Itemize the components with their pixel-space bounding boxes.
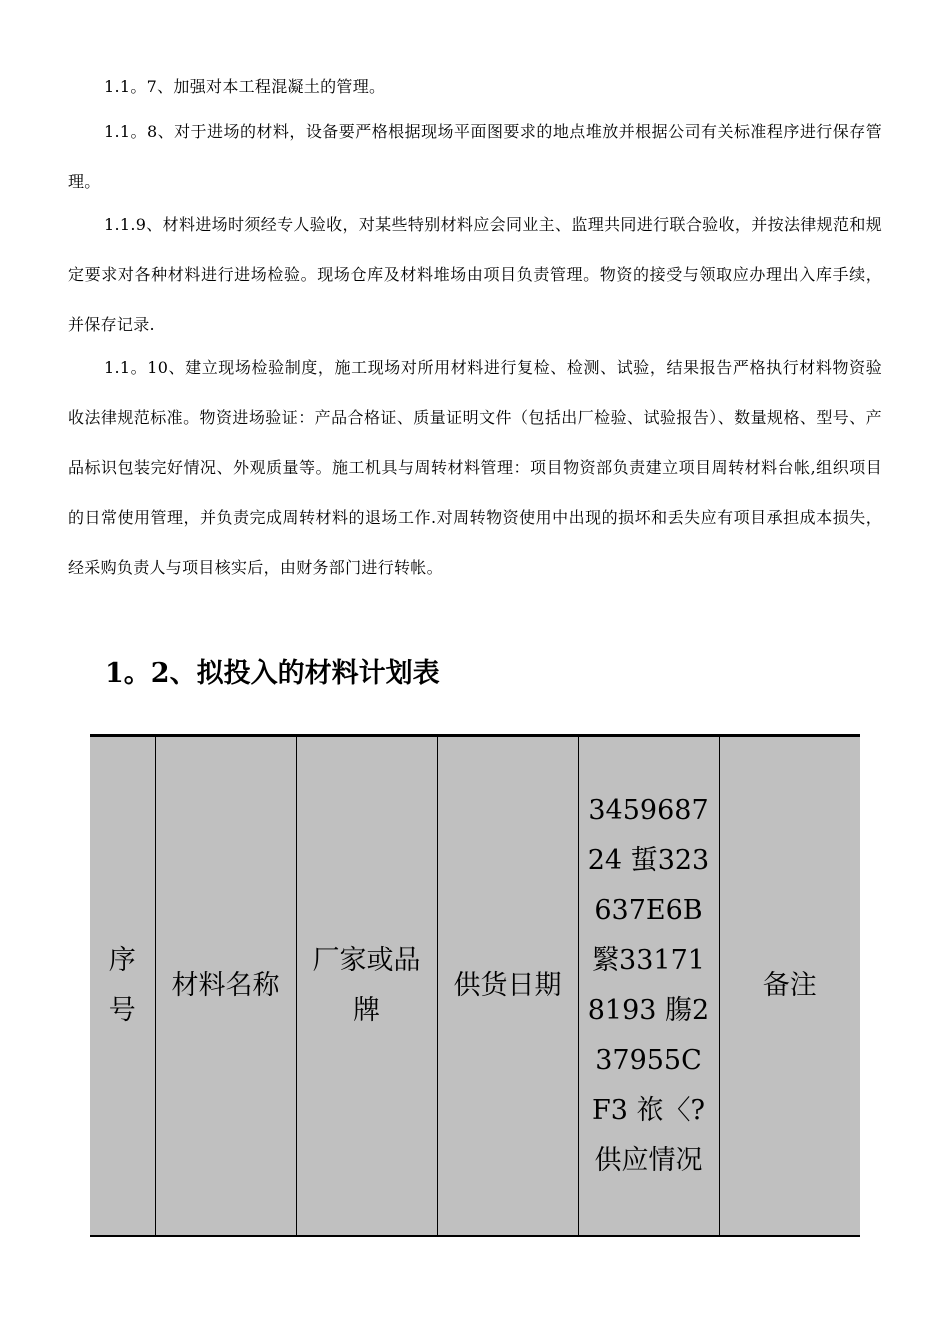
table-header-row: [90, 736, 860, 1237]
material-plan-table: [90, 734, 860, 1237]
paragraph-1-1-10: 1.1。10、建立现场检验制度，施工现场对所用材料进行复检、检测、试验，结果报告严格执行材料物资验收法律规范标准。物资进场验证：产品合格证、质量证明文件（包括出厂检验、试验报告）、数量规格、型号、产品标识包装完好情况、外观质量等。施工机具与周转材料管理：项目物资部负责建立项目周转材料台帐,组织项目的日常使用管理，并负责完成周转材料的退场工作.对周转物资使用中出现的损坏和丢失应有项目承担成本损失，经采购负责人与项目核实后，由财务部门进行转帐。: [68, 358, 882, 577]
paragraph-1-1-9: 1.1.9、材料进场时须经专人验收，对某些特别材料应会同业主、监理共同进行联合验收，并按法律规范和规定要求对各种材料进行进场检验。现场仓库及材料堆场由项目负责管理。物资的接受与领取应办理出入库手续，并保存记录.: [68, 215, 882, 334]
header-manufacturer-brand: 厂家或品牌: [296, 736, 437, 1237]
header-material-name: 材料名称: [155, 736, 296, 1237]
paragraph-1-1-8: 1.1。8、对于进场的材料，设备要严格根据现场平面图要求的地点堆放并根据公司有关标准程序进行保存管理。: [68, 122, 882, 191]
header-supply-status: 345968724 蜇323637E6B 繄331718193 膓237955CF3 祣〈?供应情况: [578, 736, 719, 1237]
header-remarks: 备注: [719, 736, 860, 1237]
paragraph-1-1-7: 1.1。7、加强对本工程混凝土的管理。: [104, 77, 386, 96]
section-heading: 1。2、拟投入的材料计划表: [105, 658, 440, 689]
header-serial-number: 序号: [90, 736, 155, 1237]
header-supply-date: 供货日期: [437, 736, 578, 1237]
